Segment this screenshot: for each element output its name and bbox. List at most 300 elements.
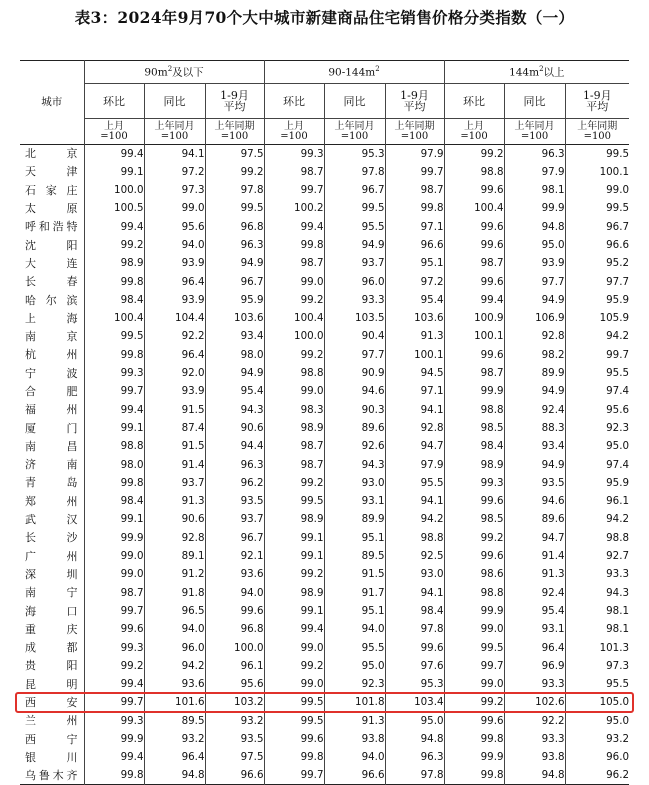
index-value: 97.7 bbox=[324, 346, 385, 364]
index-value: 99.2 bbox=[264, 346, 324, 364]
column-label-text: 环比 bbox=[283, 94, 306, 108]
index-value: 98.1 bbox=[504, 181, 565, 199]
index-value: 94.8 bbox=[385, 730, 444, 748]
index-value: 97.8 bbox=[385, 620, 444, 638]
index-value: 99.9 bbox=[444, 382, 504, 400]
index-value: 92.6 bbox=[324, 437, 385, 455]
index-value: 94.3 bbox=[205, 401, 264, 419]
index-value: 91.3 bbox=[144, 492, 205, 510]
index-value: 99.8 bbox=[84, 346, 144, 364]
index-value: 99.8 bbox=[444, 767, 504, 785]
index-value: 99.3 bbox=[84, 364, 144, 382]
index-value: 92.4 bbox=[504, 584, 565, 602]
index-value: 96.3 bbox=[385, 748, 444, 766]
index-value: 99.5 bbox=[264, 712, 324, 730]
index-value: 99.3 bbox=[264, 145, 324, 163]
index-value: 96.8 bbox=[205, 620, 264, 638]
column-base-text: 上年同期 bbox=[577, 120, 618, 132]
index-value: 99.6 bbox=[444, 492, 504, 510]
index-value: 92.4 bbox=[504, 401, 565, 419]
index-value: 95.9 bbox=[205, 291, 264, 309]
column-label-row bbox=[20, 84, 629, 119]
index-value: 97.9 bbox=[385, 456, 444, 474]
index-value: 99.8 bbox=[84, 273, 144, 291]
index-value: 95.5 bbox=[385, 474, 444, 492]
index-value: 90.3 bbox=[324, 401, 385, 419]
index-value: 99.6 bbox=[84, 620, 144, 638]
index-value: 96.3 bbox=[205, 236, 264, 254]
table-row bbox=[20, 675, 629, 693]
group-tail: 以上 bbox=[543, 66, 565, 79]
index-value: 98.9 bbox=[84, 254, 144, 272]
table-row bbox=[20, 712, 629, 730]
column-label-yoy bbox=[144, 84, 205, 119]
index-value: 96.0 bbox=[144, 639, 205, 657]
column-label-yoy bbox=[504, 84, 565, 119]
index-value: 99.7 bbox=[264, 181, 324, 199]
index-value: 93.2 bbox=[205, 712, 264, 730]
index-value: 95.4 bbox=[205, 382, 264, 400]
index-value: 95.0 bbox=[385, 712, 444, 730]
index-value: 98.8 bbox=[444, 163, 504, 181]
index-value: 99.8 bbox=[84, 474, 144, 492]
index-value: 94.4 bbox=[205, 437, 264, 455]
table-row bbox=[20, 327, 629, 345]
index-value: 92.7 bbox=[565, 547, 629, 565]
index-value: 95.6 bbox=[205, 675, 264, 693]
index-value: 93.2 bbox=[565, 730, 629, 748]
index-value: 100.0 bbox=[264, 327, 324, 345]
index-value: 94.9 bbox=[205, 254, 264, 272]
index-value: 99.9 bbox=[444, 602, 504, 620]
index-value: 103.5 bbox=[324, 309, 385, 327]
city-name: 青岛 bbox=[25, 476, 78, 490]
index-value: 98.7 bbox=[444, 254, 504, 272]
index-value: 95.1 bbox=[385, 254, 444, 272]
index-value: 93.5 bbox=[205, 492, 264, 510]
table-row bbox=[20, 529, 629, 547]
index-value: 97.3 bbox=[144, 181, 205, 199]
index-value: 94.5 bbox=[385, 364, 444, 382]
group-sup: 2 bbox=[167, 65, 173, 73]
table-title: 表3：2024年9月70个大中城市新建商品住宅销售价格分类指数（一） bbox=[74, 8, 575, 27]
index-value: 99.6 bbox=[444, 273, 504, 291]
table-row bbox=[20, 767, 629, 785]
column-label-text: 1-9月 bbox=[582, 89, 612, 102]
index-value: 91.5 bbox=[144, 401, 205, 419]
index-value: 96.7 bbox=[205, 529, 264, 547]
index-value: 98.7 bbox=[84, 584, 144, 602]
index-value: 90.6 bbox=[144, 510, 205, 528]
index-value: 99.8 bbox=[444, 730, 504, 748]
index-value: 100.4 bbox=[264, 309, 324, 327]
city-name: 郑州 bbox=[25, 494, 78, 508]
index-value: 96.1 bbox=[205, 657, 264, 675]
index-value: 98.8 bbox=[84, 437, 144, 455]
index-value: 99.1 bbox=[84, 419, 144, 437]
city-name: 杭州 bbox=[25, 348, 78, 362]
column-label-text: 环比 bbox=[463, 94, 486, 108]
index-value: 94.0 bbox=[205, 584, 264, 602]
index-value: 99.3 bbox=[84, 712, 144, 730]
index-value: 98.4 bbox=[84, 492, 144, 510]
index-value: 99.9 bbox=[84, 529, 144, 547]
index-value: 98.7 bbox=[264, 254, 324, 272]
column-base-mom bbox=[264, 119, 324, 145]
index-value: 106.9 bbox=[504, 309, 565, 327]
table-row bbox=[20, 273, 629, 291]
index-value: 91.7 bbox=[324, 584, 385, 602]
index-value: 99.2 bbox=[444, 145, 504, 163]
index-value: 98.7 bbox=[385, 181, 444, 199]
index-value: 98.8 bbox=[264, 364, 324, 382]
column-base-text: 上年同月 bbox=[154, 120, 195, 132]
index-value: 99.0 bbox=[84, 547, 144, 565]
index-value: 94.3 bbox=[324, 456, 385, 474]
index-value: 99.1 bbox=[264, 602, 324, 620]
index-value: 99.2 bbox=[444, 529, 504, 547]
index-value: 99.1 bbox=[84, 510, 144, 528]
index-value: 97.9 bbox=[504, 163, 565, 181]
table-row bbox=[20, 401, 629, 419]
index-value: 99.8 bbox=[264, 236, 324, 254]
column-label-ytd bbox=[565, 84, 629, 119]
column-base-text: =100 bbox=[220, 130, 249, 142]
index-value: 99.5 bbox=[264, 693, 324, 711]
index-value: 90.4 bbox=[324, 327, 385, 345]
index-value: 97.7 bbox=[565, 273, 629, 291]
city-name: 兰州 bbox=[25, 714, 78, 728]
index-value: 98.5 bbox=[444, 510, 504, 528]
index-value: 96.6 bbox=[385, 236, 444, 254]
index-value: 99.5 bbox=[324, 199, 385, 217]
index-value: 98.9 bbox=[264, 510, 324, 528]
group-name: 90m bbox=[144, 66, 168, 79]
index-value: 91.8 bbox=[144, 584, 205, 602]
index-value: 101.3 bbox=[565, 639, 629, 657]
index-value: 99.9 bbox=[444, 748, 504, 766]
index-value: 94.1 bbox=[385, 401, 444, 419]
index-value: 99.0 bbox=[565, 181, 629, 199]
index-value: 99.2 bbox=[264, 565, 324, 583]
group-name: 144m bbox=[509, 66, 540, 79]
city-name: 西宁 bbox=[25, 732, 78, 746]
highlight-box bbox=[15, 692, 634, 713]
index-value: 98.8 bbox=[565, 529, 629, 547]
index-value: 93.9 bbox=[144, 291, 205, 309]
index-value: 104.4 bbox=[144, 309, 205, 327]
index-value: 91.3 bbox=[324, 712, 385, 730]
index-value: 99.1 bbox=[264, 547, 324, 565]
index-value: 90.9 bbox=[324, 364, 385, 382]
city-name: 上海 bbox=[25, 311, 78, 325]
city-name: 沈阳 bbox=[25, 238, 78, 252]
index-value: 95.3 bbox=[385, 675, 444, 693]
index-value: 103.6 bbox=[205, 309, 264, 327]
index-value: 94.8 bbox=[504, 767, 565, 785]
table-row bbox=[20, 602, 629, 620]
index-value: 102.6 bbox=[504, 693, 565, 711]
index-value: 97.1 bbox=[385, 382, 444, 400]
city-name: 哈尔滨 bbox=[25, 293, 78, 307]
index-value: 99.5 bbox=[444, 639, 504, 657]
index-value: 91.4 bbox=[504, 547, 565, 565]
index-value: 99.7 bbox=[84, 602, 144, 620]
index-value: 99.2 bbox=[84, 657, 144, 675]
index-value: 90.6 bbox=[205, 419, 264, 437]
city-name: 北京 bbox=[25, 147, 78, 161]
index-value: 96.7 bbox=[565, 218, 629, 236]
group-header-large bbox=[444, 61, 629, 84]
table-row bbox=[20, 254, 629, 272]
index-value: 100.2 bbox=[264, 199, 324, 217]
column-base-text: 上月 bbox=[104, 120, 124, 132]
index-value: 96.4 bbox=[144, 346, 205, 364]
index-value: 93.5 bbox=[504, 474, 565, 492]
index-value: 93.0 bbox=[385, 565, 444, 583]
index-value: 93.7 bbox=[205, 510, 264, 528]
index-value: 94.0 bbox=[324, 748, 385, 766]
index-value: 98.0 bbox=[84, 456, 144, 474]
index-value: 94.7 bbox=[385, 437, 444, 455]
index-value: 91.4 bbox=[144, 456, 205, 474]
table-row bbox=[20, 382, 629, 400]
column-base-ytd bbox=[205, 119, 264, 145]
index-value: 96.4 bbox=[144, 273, 205, 291]
index-value: 99.4 bbox=[84, 218, 144, 236]
index-value: 99.4 bbox=[84, 401, 144, 419]
index-value: 99.7 bbox=[264, 767, 324, 785]
table-row bbox=[20, 309, 629, 327]
index-value: 94.9 bbox=[324, 236, 385, 254]
column-base-ytd bbox=[565, 119, 629, 145]
index-value: 92.8 bbox=[385, 419, 444, 437]
index-value: 91.3 bbox=[385, 327, 444, 345]
index-value: 93.7 bbox=[324, 254, 385, 272]
index-value: 95.1 bbox=[324, 602, 385, 620]
group-tail: 及以下 bbox=[172, 66, 204, 79]
index-value: 100.9 bbox=[444, 309, 504, 327]
index-value: 89.6 bbox=[504, 510, 565, 528]
index-value: 99.7 bbox=[84, 382, 144, 400]
index-value: 99.4 bbox=[84, 675, 144, 693]
column-base-text: =100 bbox=[160, 130, 189, 142]
index-value: 93.5 bbox=[205, 730, 264, 748]
index-value: 97.1 bbox=[385, 218, 444, 236]
table-row bbox=[20, 456, 629, 474]
table-row bbox=[20, 474, 629, 492]
index-value: 105.9 bbox=[565, 309, 629, 327]
index-value: 94.9 bbox=[205, 364, 264, 382]
table-row bbox=[20, 492, 629, 510]
index-value: 99.8 bbox=[264, 748, 324, 766]
column-base-mom bbox=[444, 119, 504, 145]
index-value: 98.6 bbox=[444, 565, 504, 583]
city-name: 呼和浩特 bbox=[25, 220, 78, 234]
index-value: 98.5 bbox=[444, 419, 504, 437]
table-row bbox=[20, 547, 629, 565]
index-value: 93.6 bbox=[205, 565, 264, 583]
index-value: 99.5 bbox=[565, 145, 629, 163]
index-value: 94.9 bbox=[504, 382, 565, 400]
index-value: 92.8 bbox=[504, 327, 565, 345]
city-name: 广州 bbox=[25, 549, 78, 563]
table-row bbox=[20, 584, 629, 602]
index-value: 89.9 bbox=[324, 510, 385, 528]
column-label-ytd bbox=[205, 84, 264, 119]
index-value: 100.4 bbox=[84, 309, 144, 327]
index-value: 99.0 bbox=[264, 382, 324, 400]
table-body bbox=[20, 145, 629, 785]
index-value: 99.0 bbox=[444, 620, 504, 638]
city-name: 太原 bbox=[25, 202, 78, 216]
index-value: 94.6 bbox=[324, 382, 385, 400]
index-value: 99.6 bbox=[444, 712, 504, 730]
index-value: 98.3 bbox=[264, 401, 324, 419]
city-name: 重庆 bbox=[25, 622, 78, 636]
city-name: 海口 bbox=[25, 604, 78, 618]
index-value: 99.8 bbox=[385, 199, 444, 217]
column-base-yoy bbox=[144, 119, 205, 145]
index-value: 99.1 bbox=[264, 529, 324, 547]
city-column-header: 城市 bbox=[41, 96, 63, 109]
group-header-medium bbox=[264, 61, 444, 84]
index-value: 89.1 bbox=[144, 547, 205, 565]
column-base-text: =100 bbox=[460, 130, 488, 142]
group-header-small bbox=[84, 61, 264, 84]
index-value: 99.7 bbox=[385, 163, 444, 181]
index-value: 93.9 bbox=[144, 382, 205, 400]
table-row bbox=[20, 748, 629, 766]
index-value: 99.5 bbox=[565, 199, 629, 217]
index-value: 99.0 bbox=[264, 273, 324, 291]
index-value: 93.6 bbox=[144, 675, 205, 693]
index-value: 96.2 bbox=[205, 474, 264, 492]
index-value: 96.4 bbox=[144, 748, 205, 766]
index-value: 98.2 bbox=[504, 346, 565, 364]
index-value: 93.3 bbox=[504, 675, 565, 693]
table-row bbox=[20, 364, 629, 382]
index-value: 99.4 bbox=[84, 748, 144, 766]
index-value: 100.5 bbox=[84, 199, 144, 217]
index-value: 91.5 bbox=[324, 565, 385, 583]
index-value: 99.9 bbox=[84, 730, 144, 748]
index-value: 97.8 bbox=[205, 181, 264, 199]
index-value: 92.3 bbox=[324, 675, 385, 693]
index-value: 92.2 bbox=[504, 712, 565, 730]
table-row bbox=[20, 730, 629, 748]
index-value: 98.8 bbox=[385, 529, 444, 547]
index-value: 98.1 bbox=[565, 620, 629, 638]
city-name: 成都 bbox=[25, 641, 78, 655]
index-value: 92.1 bbox=[205, 547, 264, 565]
index-value: 95.9 bbox=[565, 474, 629, 492]
index-value: 95.3 bbox=[324, 145, 385, 163]
column-label-text: 1-9月 bbox=[220, 89, 249, 102]
index-value: 95.5 bbox=[324, 639, 385, 657]
index-value: 95.4 bbox=[385, 291, 444, 309]
index-value: 94.2 bbox=[385, 510, 444, 528]
column-base-text: 上年同期 bbox=[214, 120, 255, 132]
index-value: 99.8 bbox=[84, 767, 144, 785]
column-label-mom bbox=[84, 84, 144, 119]
index-value: 100.1 bbox=[565, 163, 629, 181]
index-value: 99.7 bbox=[84, 693, 144, 711]
table-row bbox=[20, 346, 629, 364]
index-value: 99.0 bbox=[84, 565, 144, 583]
index-value: 96.3 bbox=[205, 456, 264, 474]
column-label-ytd bbox=[385, 84, 444, 119]
index-value: 100.0 bbox=[84, 181, 144, 199]
index-value: 99.4 bbox=[84, 145, 144, 163]
index-value: 97.2 bbox=[385, 273, 444, 291]
index-value: 95.1 bbox=[324, 529, 385, 547]
index-value: 95.5 bbox=[565, 364, 629, 382]
table-row bbox=[20, 236, 629, 254]
index-value: 99.5 bbox=[84, 327, 144, 345]
column-label-text: 平均 bbox=[586, 100, 609, 113]
column-label-mom bbox=[264, 84, 324, 119]
index-value: 95.6 bbox=[144, 218, 205, 236]
index-value: 93.7 bbox=[144, 474, 205, 492]
index-value: 94.1 bbox=[385, 584, 444, 602]
index-value: 96.7 bbox=[205, 273, 264, 291]
index-value: 96.0 bbox=[565, 748, 629, 766]
column-base-row bbox=[20, 119, 629, 145]
index-value: 100.1 bbox=[444, 327, 504, 345]
table-row bbox=[20, 565, 629, 583]
index-value: 99.0 bbox=[264, 639, 324, 657]
table-row bbox=[20, 218, 629, 236]
index-value: 92.8 bbox=[144, 529, 205, 547]
index-value: 97.6 bbox=[385, 657, 444, 675]
index-value: 99.3 bbox=[84, 639, 144, 657]
index-value: 99.5 bbox=[264, 492, 324, 510]
index-value: 94.0 bbox=[144, 620, 205, 638]
index-value: 97.9 bbox=[385, 145, 444, 163]
index-value: 92.2 bbox=[144, 327, 205, 345]
index-value: 94.1 bbox=[144, 145, 205, 163]
column-base-text: 上年同月 bbox=[514, 120, 555, 132]
index-value: 96.4 bbox=[504, 639, 565, 657]
index-value: 100.0 bbox=[205, 639, 264, 657]
index-value: 94.3 bbox=[565, 584, 629, 602]
index-value: 96.8 bbox=[205, 218, 264, 236]
city-name: 长沙 bbox=[25, 531, 78, 545]
table-row bbox=[20, 181, 629, 199]
column-label-text: 平均 bbox=[403, 100, 426, 113]
index-value: 97.7 bbox=[504, 273, 565, 291]
index-value: 95.2 bbox=[565, 254, 629, 272]
index-value: 95.0 bbox=[504, 236, 565, 254]
index-value: 99.6 bbox=[385, 639, 444, 657]
index-value: 94.0 bbox=[324, 620, 385, 638]
group-name: 90-144m bbox=[328, 66, 376, 79]
index-value: 92.0 bbox=[144, 364, 205, 382]
index-value: 96.6 bbox=[565, 236, 629, 254]
index-value: 99.1 bbox=[84, 163, 144, 181]
index-value: 92.5 bbox=[385, 547, 444, 565]
index-value: 103.4 bbox=[385, 693, 444, 711]
city-name: 济南 bbox=[25, 458, 78, 472]
index-value: 97.4 bbox=[565, 456, 629, 474]
column-base-mom bbox=[84, 119, 144, 145]
city-name: 厦门 bbox=[25, 421, 78, 435]
table-row bbox=[20, 163, 629, 181]
index-value: 91.5 bbox=[144, 437, 205, 455]
index-value: 99.4 bbox=[264, 218, 324, 236]
index-value: 95.9 bbox=[565, 291, 629, 309]
